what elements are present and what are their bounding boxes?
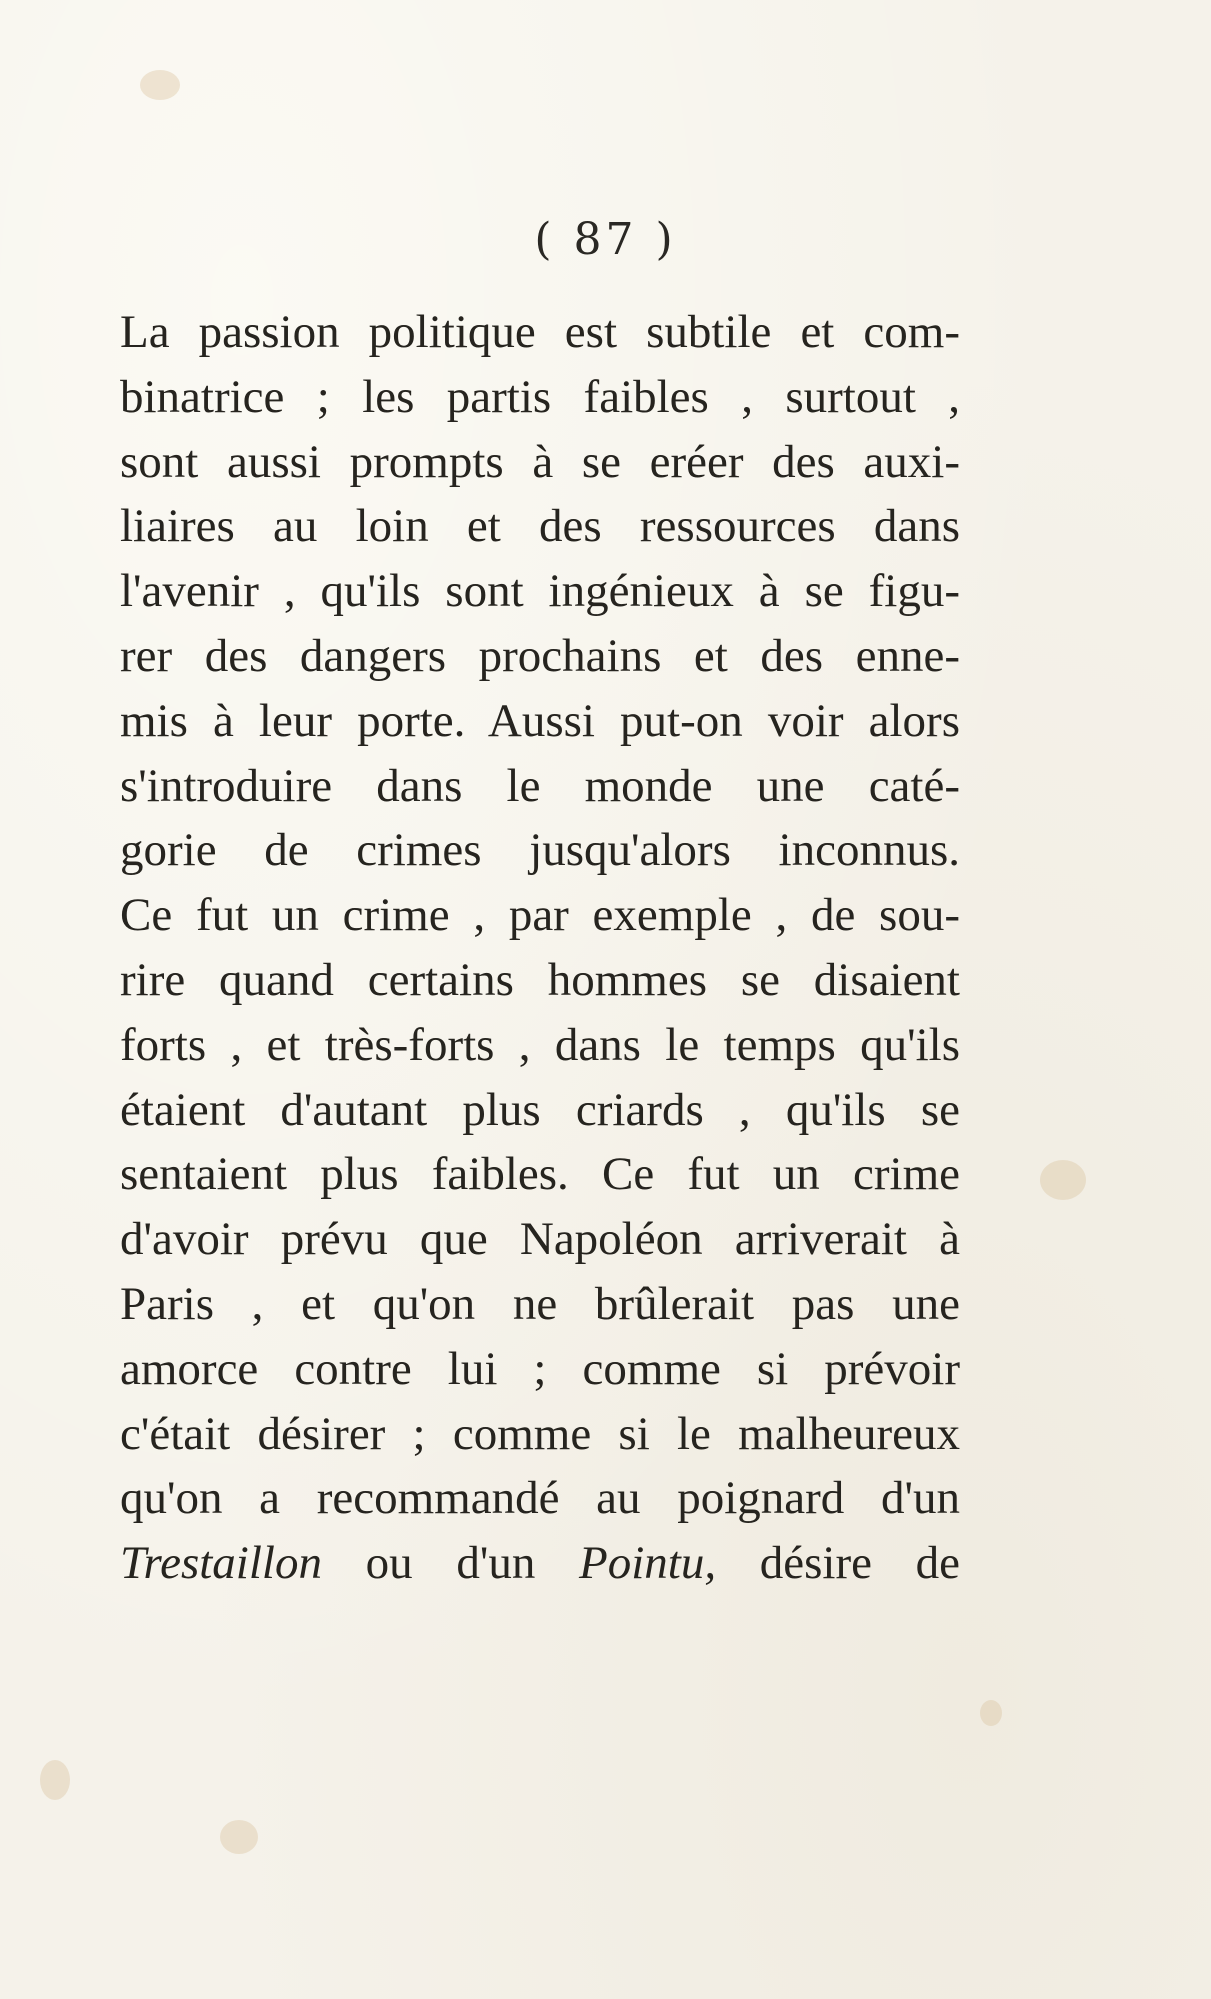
text-line: sont aussi prompts à se eréer des auxi- [120,435,960,488]
text-line: d'avoir prévu que Napoléon arriverait à [120,1213,960,1266]
text-line-last [120,1531,960,1596]
text-line: s'introduire dans le monde une caté- [120,759,960,812]
text-fragment: ou d'un [365,1537,536,1590]
text-line: étaient d'autant plus criards , qu'ils se [120,1083,960,1136]
text-line: rire quand certains hommes se disaient [120,953,960,1006]
text-line: sentaient plus faibles. Ce fut un crime [120,1148,960,1201]
foxing-stain [220,1820,258,1854]
text-line: Ce fut un crime , par exemple , de sou- [120,889,960,942]
text-line: La passion politique est subtile et com- [120,306,960,358]
name-trestaillon: Trestaillon [120,1537,322,1590]
body-text [120,300,960,1596]
text-line: Paris , et qu'on ne brûlerait pas une [120,1277,960,1330]
text-line: gorie de crimes jusqu'alors inconnus. [120,824,960,877]
foxing-stain [980,1700,1002,1726]
page-number: ( 87 ) [534,214,677,265]
foxing-stain [40,1760,70,1800]
text-line: c'était désirer ; comme si le malheureux [120,1407,960,1460]
foxing-stain [140,70,180,100]
text-fragment: désire de [759,1537,961,1590]
text-line: mis à leur porte. Aussi put-on voir alors [120,694,960,747]
foxing-stain [1040,1160,1086,1200]
text-line: l'avenir , qu'ils sont ingénieux à se figu- [120,565,960,618]
name-pointu: Pointu, [579,1537,717,1590]
text-line: forts , et très-forts , dans le temps qu'ils [120,1018,960,1071]
text-line: qu'on a recommandé au poignard d'un [120,1472,960,1525]
text-line: liaires au loin et des ressources dans [120,500,960,553]
text-line: rer des dangers prochains et des enne- [120,629,960,682]
text-line: binatrice ; les partis faibles , surtout , [120,370,960,423]
text-line: amorce contre lui ; comme si prévoir [120,1342,960,1395]
